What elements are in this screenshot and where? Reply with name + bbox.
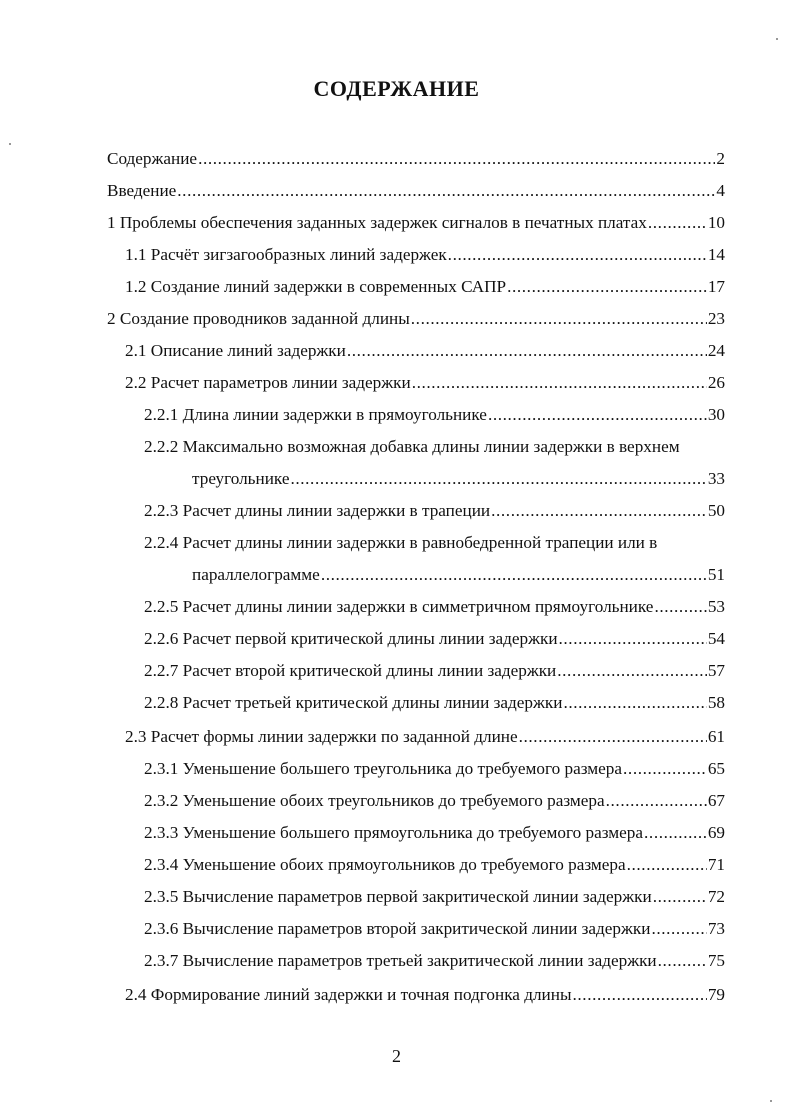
toc-entry <box>125 727 725 747</box>
toc-entry-page: 73 <box>707 919 725 938</box>
toc-entry-label: 2.3.7 Вычисление параметров третьей закритической линии задержки <box>144 951 657 970</box>
toc-entry-label: 2.3.4 Уменьшение обоих прямоугольников до требуемого размера <box>144 855 626 874</box>
toc-leader-dots <box>623 759 707 779</box>
toc-entry <box>144 597 725 617</box>
toc-leader-dots <box>627 855 707 875</box>
toc-entry <box>125 985 725 1005</box>
toc-entry-label: 2.2.5 Расчет длины линии задержки в симметричном прямоугольнике <box>144 597 654 616</box>
toc-entry <box>144 855 725 875</box>
toc-entry-page: 14 <box>707 245 725 264</box>
toc-entry-label: 2.2 Расчет параметров линии задержки <box>125 373 411 392</box>
toc-entry <box>144 887 725 907</box>
scan-speck <box>770 1100 772 1102</box>
toc-leader-dots <box>198 149 715 169</box>
toc-entry <box>144 759 725 779</box>
toc-entry <box>125 277 725 297</box>
toc-entry-page: 10 <box>707 213 725 232</box>
toc-entry <box>144 919 725 939</box>
toc-leader-dots <box>412 373 707 393</box>
toc-entry-page: 75 <box>707 951 725 970</box>
toc-leader-dots <box>507 277 707 297</box>
toc-entry <box>144 791 725 811</box>
toc-entry-page: 51 <box>707 565 725 584</box>
toc-leader-dots <box>177 181 715 201</box>
toc-entry-label: 2.3.5 Вычисление параметров первой закритической линии задержки <box>144 887 652 906</box>
toc-entry-label: Введение <box>107 181 177 200</box>
toc-entry <box>125 373 725 393</box>
toc-leader-dots <box>557 661 707 681</box>
toc-entry-label: треугольнике <box>192 469 290 488</box>
toc-entry-label-line1: 2.2.4 Расчет длины линии задержки в равнобедренной трапеции или в <box>144 533 658 552</box>
toc-entry <box>144 823 725 843</box>
toc-entry-label: 2.3.1 Уменьшение большего треугольника до требуемого размера <box>144 759 623 778</box>
toc-entry <box>192 469 725 489</box>
toc-entry-label: 1.1 Расчёт зигзагообразных линий задержек <box>125 245 447 264</box>
toc-entry-page: 54 <box>707 629 725 648</box>
toc-entry-label: 1 Проблемы обеспечения заданных задержек сигналов в печатных платах <box>107 213 647 232</box>
toc-entry-page: 79 <box>707 985 725 1004</box>
toc-leader-dots <box>559 629 707 649</box>
toc-leader-dots <box>563 693 706 713</box>
toc-leader-dots <box>573 985 707 1005</box>
toc-entry-page: 58 <box>707 693 725 712</box>
toc-entry <box>144 405 725 425</box>
toc-entry <box>192 565 725 585</box>
toc-leader-dots <box>321 565 707 585</box>
toc-entry-page: 30 <box>707 405 725 424</box>
toc-entry-label: Содержание <box>107 149 198 168</box>
toc-entry-label: 2.2.7 Расчет второй критической длины линии задержки <box>144 661 557 680</box>
toc-entry <box>144 501 725 521</box>
toc-entry <box>144 951 725 971</box>
toc-entry-page: 23 <box>707 309 725 328</box>
toc-entry-page: 72 <box>707 887 725 906</box>
toc-entry-label: 2.2.1 Длина линии задержки в прямоугольнике <box>144 405 487 424</box>
toc-entry <box>107 149 725 169</box>
toc-leader-dots <box>519 727 707 747</box>
toc-leader-dots <box>290 469 706 489</box>
toc-entry-label: параллелограмме <box>192 565 320 584</box>
toc-entry-page: 57 <box>707 661 725 680</box>
toc-entry-page: 71 <box>707 855 725 874</box>
toc-leader-dots <box>651 919 706 939</box>
toc-leader-dots <box>648 213 707 233</box>
scan-speck <box>776 38 778 40</box>
toc-entry-label: 2.3.2 Уменьшение обоих треугольников до требуемого размера <box>144 791 605 810</box>
toc-entry-label: 2.1 Описание линий задержки <box>125 341 346 360</box>
toc-entry-label: 2.2.6 Расчет первой критической длины линии задержки <box>144 629 558 648</box>
toc-leader-dots <box>644 823 707 843</box>
toc-leader-dots <box>411 309 707 329</box>
toc-entry <box>107 309 725 329</box>
scan-speck <box>9 143 11 145</box>
toc-entry-page: 4 <box>716 181 725 200</box>
toc-entry-page: 69 <box>707 823 725 842</box>
toc-entry <box>144 693 725 713</box>
page-title: СОДЕРЖАНИЕ <box>313 76 480 101</box>
toc-leader-dots <box>658 951 707 971</box>
toc-entry-label: 2.3.3 Уменьшение большего прямоугольника до требуемого размера <box>144 823 644 842</box>
toc-leader-dots <box>491 501 707 521</box>
toc-entry-page: 26 <box>707 373 725 392</box>
toc-entry-page: 67 <box>707 791 725 810</box>
toc-leader-dots <box>653 887 707 907</box>
toc-entry <box>107 181 725 201</box>
toc-leader-dots <box>448 245 707 265</box>
toc-leader-dots <box>347 341 707 361</box>
toc-entry-page: 53 <box>707 597 725 616</box>
toc-entry-page: 65 <box>707 759 725 778</box>
toc-entry-page: 33 <box>707 469 725 488</box>
toc-entry-label-line1: 2.2.2 Максимально возможная добавка длины линии задержки в верхнем <box>144 437 680 456</box>
toc-entry-label: 2.2.8 Расчет третьей критической длины линии задержки <box>144 693 563 712</box>
toc-leader-dots <box>488 405 707 425</box>
toc-entry-page: 61 <box>707 727 725 746</box>
toc-entry <box>144 661 725 681</box>
page-number: 2 <box>392 1046 401 1066</box>
toc-entry-page: 24 <box>707 341 725 360</box>
toc-leader-dots <box>606 791 707 811</box>
toc-entry-label: 2.2.3 Расчет длины линии задержки в трапеции <box>144 501 491 520</box>
toc-entry-label: 2.3.6 Вычисление параметров второй закритической линии задержки <box>144 919 651 938</box>
toc-entry-page: 50 <box>707 501 725 520</box>
toc-entry <box>107 213 725 233</box>
toc-entry-label: 2.4 Формирование линий задержки и точная подгонка длины <box>125 985 572 1004</box>
toc-entry-label: 2 Создание проводников заданной длины <box>107 309 410 328</box>
toc-leader-dots <box>654 597 706 617</box>
toc-entry <box>125 341 725 361</box>
toc-entry-page: 17 <box>707 277 725 296</box>
toc-entry-page: 2 <box>716 149 725 168</box>
toc-entry <box>125 245 725 265</box>
toc-entry-label: 2.3 Расчет формы линии задержки по заданной длине <box>125 727 518 746</box>
toc-entry <box>144 629 725 649</box>
toc-entry-label: 1.2 Создание линий задержки в современных САПР <box>125 277 507 296</box>
